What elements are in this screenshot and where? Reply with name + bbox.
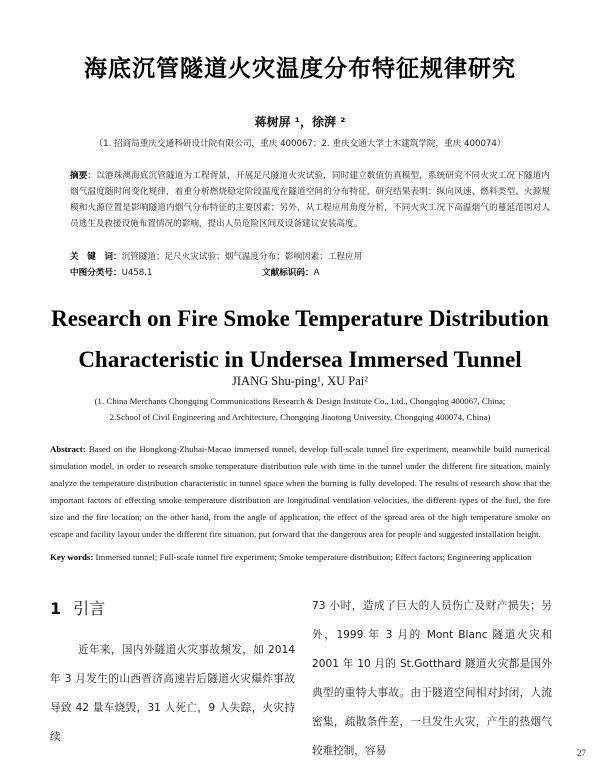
body-right-column: 73 小时，造成了巨大的人员伤亡及财产损失；另外，1999 年 3 月的 Mont Blanc 隧道火灾和 2001 年 10 月的 St.Gotthard 隧道火灾都是国外典型的重特大事故。由于隧道空间相对封闭，人流密集，疏散条件差，一旦发生火灾，产生的热烟气较难控制，容易 <box>312 600 552 757</box>
chinese-abstract-label: 摘要： <box>70 171 97 181</box>
classification-label: 中图分类号： <box>70 268 122 278</box>
chinese-keywords-label: 关 键 词： <box>70 252 122 262</box>
english-keywords-label: Key words: <box>50 552 94 562</box>
body-left-column: 近年来，国内外隧道火灾事故频发，如 2014 年 3 月发生的山西晋济高速岩后隧道火灾爆炸事故导致 42 量车烧毁，31 人死亡，9 人失踪，火灾持续 <box>50 644 295 743</box>
section-title: 引言 <box>73 599 106 618</box>
chinese-abstract-text: 以港珠澳海底沉管隧道为工程背景，开展足尺隧道火灾试验，同时建立数值仿真模型，系统研究不同火灾工况下隧道内烟气温度随时间变化规律，着重分析燃烧稳定阶段温度在隧道空间的分布特征，研究结果表明：纵向风速、燃料类型、火源规模和火源位置是影响隧道内烟气分布特征的主要因素；另外，从工程应用角度分析，不同火灾工况下高温烟气的蔓延范围对人员逃生及救援设施布置情况的影响，提出人员危险区间及设备建议安装高度。 <box>70 171 550 229</box>
english-title <box>0 303 600 376</box>
english-abstract-text: Based on the Hongkong-Zhuhai-Macao immersed tunnel, develop full-scale tunnel fire experiment, meanwhile build numerical simulation model, in order to research smoke temperature distribution rule with time in the tunnel under the different fire situation, mainly analyze the temperature distribution characteristic in tunnel space when the burning is fully developed. The results of research show that the important factors of effecting smoke temperature distribution are longitudinal ventilation velocities, the different types of the fuel, the fire size and the fire location; on the other hand, from the angle of application, the effect of the spread area of the high temperature smoke on escape and facility layout under the different fire situation, put forward that the dangerous area for people and suggested installation height. <box>50 444 550 539</box>
chinese-authors: 蒋树屏 ¹，徐湃 ² <box>254 115 346 129</box>
chinese-affiliations: （1. 招商局重庆交通科研设计院有限公司，重庆 400067；2. 重庆交通大学土木建筑学院，重庆 400074） <box>94 139 506 149</box>
english-title-line-2: Characteristic in Undersea Immersed Tunnel <box>78 347 522 372</box>
english-affiliation-line-1: (1. China Merchants Chongqing Communications Research & Design Institute Co., Ltd., Chongqing 400067, China; <box>94 396 506 406</box>
section-heading <box>50 596 105 619</box>
english-affiliation-line-2: 2.School of Civil Engineering and Architecture, Chongqing Jiaotong University, Chongqing 400074, China) <box>109 412 491 422</box>
english-abstract <box>50 441 550 543</box>
classification-line <box>70 266 550 278</box>
document-code-label: 文献标识码： <box>262 268 314 278</box>
document-code <box>262 266 319 278</box>
english-keywords <box>50 549 550 566</box>
chinese-keywords <box>70 250 550 262</box>
chinese-abstract <box>70 168 550 232</box>
chinese-keywords-text: 沉管隧道；足尺火灾试验；烟气温度分布；影响因素；工程应用 <box>121 252 363 262</box>
document-code-value: A <box>313 268 320 278</box>
english-abstract-label: Abstract: <box>50 444 86 454</box>
english-affiliations <box>0 393 600 425</box>
section-number: 1 <box>50 599 62 618</box>
english-title-line-1: Research on Fire Smoke Temperature Distribution <box>51 306 549 331</box>
english-authors: JIANG Shu-ping¹, XU Pai² <box>232 374 368 388</box>
english-keywords-text: Immersed tunnel; Full-scale tunnel fire experiment; Smoke temperature distribution; Effect factors; Engineering application <box>95 552 532 562</box>
classification-value: U458.1 <box>121 268 153 278</box>
page-number: 27 <box>577 748 586 758</box>
chinese-title: 海底沉管隧道火灾温度分布特征规律研究 <box>84 56 516 82</box>
